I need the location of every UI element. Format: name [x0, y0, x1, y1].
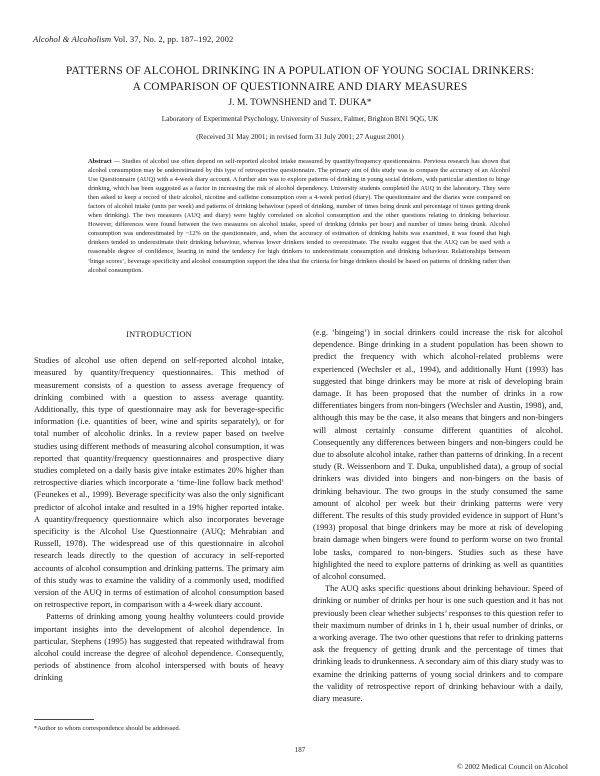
right-column [313, 326, 563, 704]
received-dates: (Received 31 May 2001; in revised form 31 July 2001; 27 August 2001) [196, 133, 404, 141]
section-heading: INTRODUCTION [126, 330, 192, 339]
abstract [88, 157, 510, 275]
intro-paragraph-1: Studies of alcohol use often depend on self-reported alcohol intake, measured by quantity/frequency questionnaires. This method of measurement consists of a question to assess average frequency of drinking combined with a question to assess average quantity. Additionally, this type of questionnaire may ask for beverage-specific information (i.e. quantities of beer, wine and spirits separately), or for total number of alcoholic drinks. In a review paper based on twelve studies using different methods of measuring alcohol consumption, it was reported that quantity/frequency questionnaires and prospective diary studies completed on a daily basis give intake estimates 20% higher than retrospective diaries which incorporate a ‘time-line follow back method’ (Feunekes et al., 1999). Beverage specificity was also the only significant predictor of alcohol intake and resulted in a 19% higher reported intake. A quantity/frequency questionnaire which also incorporates beverage specificity is the Alcohol Use Questionnaire (AUQ; Mehrabian and Russell, 1978). The widespread use of this questionnaire in alcohol research leads directly to the question of accuracy in self-reported accounts of alcohol consumption and drinking patterns. The primary aim of this study was to examine the validity of a commonly used, modified version of the AUQ in terms of estimation of alcohol consumption based on retrospective report, in comparison with a 4-week diary account. [34, 355, 284, 610]
footnote: *Author to whom correspondence should be addressed. [34, 725, 181, 732]
journal-issue: Vol. 37, No. 2, pp. 187–192, 2002 [111, 34, 234, 44]
copyright: © 2002 Medical Council on Alcohol [456, 762, 568, 771]
abstract-label: Abstract [88, 158, 112, 165]
title-line-2: A COMPARISON OF QUESTIONNAIRE AND DIARY MEASURES [132, 80, 468, 93]
intro-paragraph-3: (e.g. ‘bingeing’) in social drinkers could increase the risk for alcohol dependence. Binge drinking in a student population has been shown to predict the frequency with which alcohol-related problems were experienced (Wechsler et al., 1994), and additionally Hunt (1993) has suggested that binge drinkers may be more at risk of developing brain damage. It has been proposed that the number of drinks in a row differentiates bingers from non-bingers (Wechsler and Austin, 1998), and, although this may be the case, it also means that bingers and non-bingers will almost certainly consume different quantities of alcohol. Consequently any differences between bingers and non-bingers could be due to absolute alcohol intake, rather than patterns of drinking. In a recent study (R. Weissenborn and T. Duka, unpublished data), a group of social drinkers was divided into bingers and non-bingers on the basis of drinking behaviour. The two groups in the study consumed the same amount of alcohol per week but their drinking patterns were very different. The results of this study provided evidence in support of Hunt’s (1993) proposal that binge drinkers may be more at risk of developing brain damage when bingers were found to perform worse on two frontal lobe tasks, compared to non-bingers. Studies such as these have highlighted the need to explore patterns of drinking as well as quantities of alcohol consumed. [313, 327, 563, 582]
affiliation: Laboratory of Experimental Psychology, University of Sussex, Falmer, Brighton BN1 9QG, UK [161, 115, 439, 123]
page-number: 187 [294, 746, 306, 754]
footnote-divider [34, 719, 94, 720]
title-line-1: PATTERNS OF ALCOHOL DRINKING IN A POPULATION OF YOUNG SOCIAL DRINKERS: [65, 65, 535, 77]
intro-paragraph-2: Patterns of drinking among young healthy volunteers could provide important insights into the development of alcohol dependence. In particular, Stephens (1995) has suggested that repeated withdrawal from alcohol could increase the degree of alcohol dependence. Consequently, periods of abstinence from alcohol interspersed with bouts of heavy drinking [34, 611, 284, 683]
abstract-text: — Studies of alcohol use often depend on self-reported alcohol intake measured by quantity/frequency questionnaires. Previous research has shown that alcohol consumption may be underestimated by this type of retrospective questionnaire. The primary aim of this study was to compare the accuracy of an Alcohol Use Questionnaire (AUQ) with a 4-week diary account. A further aim was to explore patterns of drinking in young social drinkers, with particular attention to binge drinking, which has been suggested as a factor in increasing the risk of alcohol dependency. University students completed the AUQ in the laboratory. They were then asked to keep a record of their alcohol, nicotine and caffeine consumption over a 4-week period (diary). The questionnaire and the diaries were compared on factors of alcohol intake (units per week) and patterns of drinking behaviour (speed of drinking, number of times being drunk and percentage of times getting drunk when drinking). The two measures (AUQ and diary) were highly correlated on alcohol consumption and the other questions relating to drinking behaviour. However, differences were found between the two measures on alcohol intake, speed of drinking (drinks per hour) and number of times being drunk. Alcohol consumption was underestimated by ~12% on the questionnaire, and, when the accuracy of estimation of drinking habits was examined, it was found that high drinkers tended to underestimate their drinking behaviour, whereas lower drinkers tended to overestimate. The results suggest that the AUQ can be used with a reasonable degree of confidence, bearing in mind the tendency for high drinkers to underestimate consumption and drinking behaviour. Relationships between ‘binge scores’, beverage specificity and alcohol consumption support the idea that the criteria for binge drinkers should be based on patterns of drinking rather than alcohol consumption. [88, 158, 510, 274]
left-column [34, 326, 284, 684]
journal-header [33, 34, 233, 44]
intro-paragraph-4: The AUQ asks specific questions about drinking behaviour. Speed of drinking or number of drinks per hour is one such question and it has not previously been clear whether subjects’ responses to this question refer to their maximum number of drinks in 1 h, their usual number of drinks, or a working average. The two other questions that refer to drinking patterns ask the frequency of getting drunk and the percentage of times that drinking leads to drunkenness. A secondary aim of this diary study was to examine the drinking patterns of young social drinkers and to compare the validity of retrospective report of drinking behaviour with a daily, diary measure. [313, 583, 563, 704]
journal-name: Alcohol & Alcoholism [33, 34, 112, 44]
authors: J. M. TOWNSHEND and T. DUKA* [228, 97, 372, 108]
article-title [40, 64, 560, 95]
